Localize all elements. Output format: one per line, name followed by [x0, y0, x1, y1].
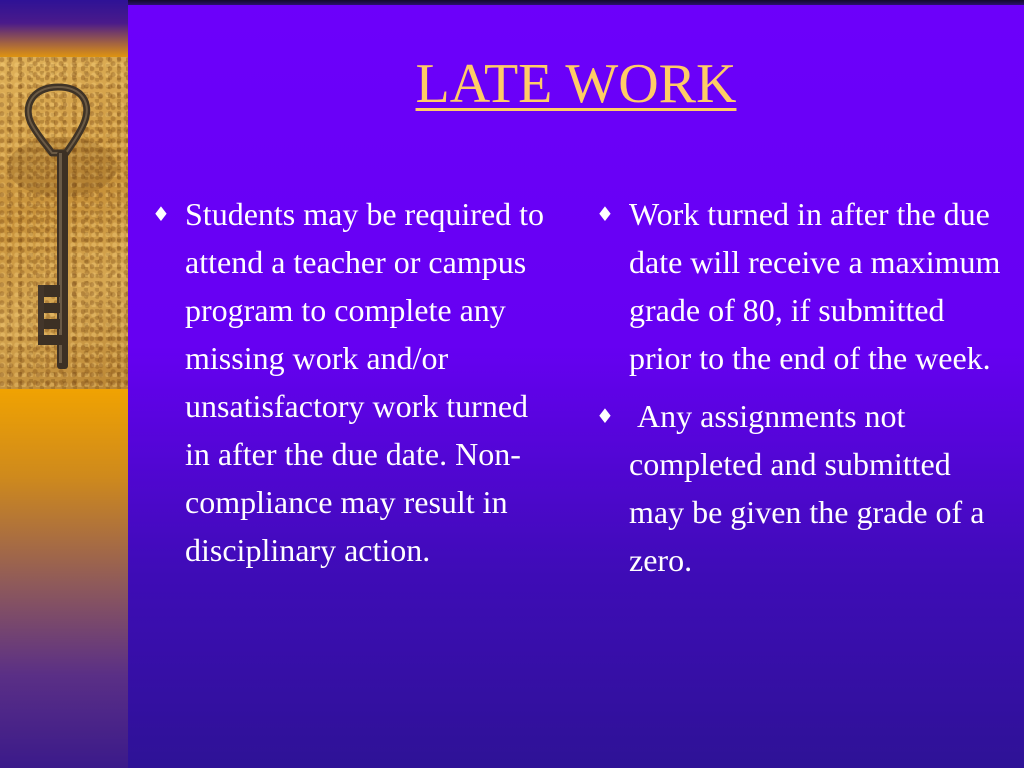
diamond-bullet-icon: ♦ — [152, 202, 170, 226]
bullet-text: Students may be required to attend a teacher or campus program to complete any missing work and/or unsatisfactory work turned in after the due date. Non-compliance may result in disciplinary action. — [185, 196, 545, 568]
bullet-text: Work turned in after the due date will receive a maximum grade of 80, if submitted prior to the end of the week. — [629, 196, 1001, 376]
diamond-bullet-icon: ♦ — [596, 202, 614, 226]
antique-key-icon — [0, 57, 128, 389]
bullet-item — [594, 392, 1004, 584]
left-column — [150, 190, 550, 584]
key-photo — [0, 57, 128, 389]
slide-title-text: LATE WORK — [415, 53, 737, 115]
diamond-bullet-icon: ♦ — [596, 404, 614, 428]
bullet-item — [594, 190, 1004, 382]
slide-title — [128, 52, 1024, 116]
bullet-item — [150, 190, 550, 574]
top-strip — [0, 0, 1024, 5]
right-column — [594, 190, 1004, 594]
bullet-text: Any assignments not completed and submitted may be given the grade of a zero. — [629, 398, 993, 578]
